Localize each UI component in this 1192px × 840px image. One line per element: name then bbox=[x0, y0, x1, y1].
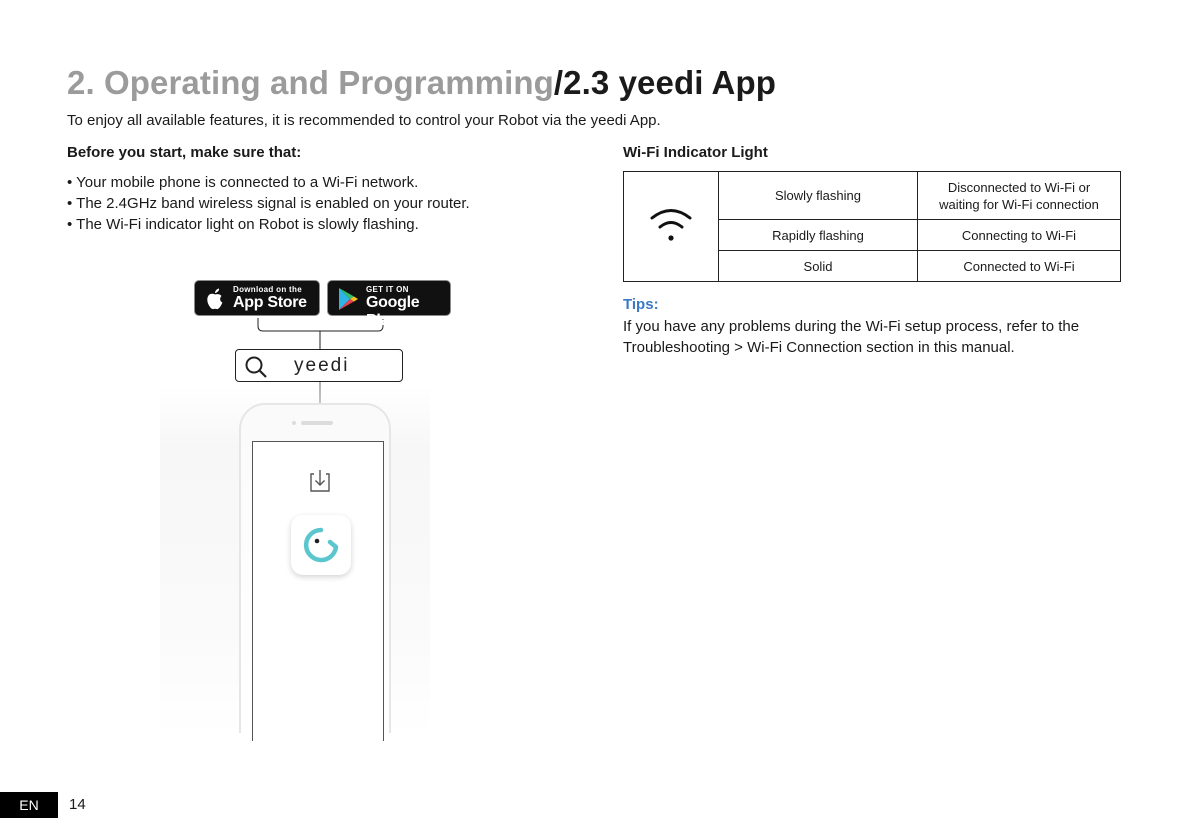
apple-icon bbox=[204, 287, 226, 311]
wifi-indicator-heading: Wi-Fi Indicator Light bbox=[623, 144, 768, 161]
title-section: 2. Operating and Programming bbox=[67, 64, 554, 101]
app-store-badge[interactable] bbox=[194, 280, 320, 316]
wifi-icon bbox=[647, 205, 695, 245]
phone-camera bbox=[292, 421, 296, 425]
google-play-badge[interactable] bbox=[327, 280, 451, 329]
table-cell-meaning bbox=[918, 172, 1121, 220]
table-cell-state: Solid bbox=[719, 251, 918, 282]
wifi-icon-cell bbox=[624, 172, 719, 282]
download-icon bbox=[308, 470, 332, 494]
table-cell-meaning: Connecting to Wi-Fi bbox=[918, 220, 1121, 251]
tips-heading: Tips: bbox=[623, 296, 659, 313]
before-start-heading: Before you start, make sure that: bbox=[67, 144, 302, 161]
table-cell-state: Slowly flashing bbox=[719, 172, 918, 220]
google-play-icon bbox=[337, 287, 359, 311]
list-item: • Your mobile phone is connected to a Wi-Fi network. bbox=[67, 172, 470, 193]
phone-speaker bbox=[301, 421, 333, 425]
meaning-line: Disconnected to Wi-Fi or bbox=[947, 179, 1091, 195]
tips-text: If you have any problems during the Wi-Fi setup process, refer to the Troubleshooting > Wi-Fi Connection section in this manual. bbox=[623, 318, 1080, 356]
meaning-line: waiting for Wi-Fi connection bbox=[939, 196, 1099, 212]
table-row bbox=[624, 172, 1121, 220]
yeedi-logo-icon bbox=[302, 526, 340, 564]
title-subsection: /2.3 yeedi App bbox=[553, 64, 776, 101]
wifi-indicator-table bbox=[623, 171, 1121, 282]
list-item: • The 2.4GHz band wireless signal is enabled on your router. bbox=[67, 193, 470, 214]
yeedi-app-icon bbox=[291, 515, 351, 575]
table-cell-state: Rapidly flashing bbox=[719, 220, 918, 251]
google-play-label: Google Play bbox=[366, 294, 420, 329]
language-tag: EN bbox=[0, 792, 58, 818]
intro-text: To enjoy all available features, it is recommended to control your Robot via the yeedi App. bbox=[67, 112, 661, 129]
google-play-small-text: GET IT ON bbox=[366, 285, 409, 294]
app-store-label: App Store bbox=[233, 294, 307, 311]
table-cell-meaning: Connected to Wi-Fi bbox=[918, 251, 1121, 282]
app-search-box bbox=[235, 349, 403, 382]
search-icon bbox=[244, 355, 270, 379]
page-number: 14 bbox=[69, 796, 86, 813]
search-text: yeedi bbox=[294, 355, 350, 376]
list-item: • The Wi-Fi indicator light on Robot is slowly flashing. bbox=[67, 214, 470, 235]
app-store-small-text: Download on the bbox=[233, 285, 302, 294]
